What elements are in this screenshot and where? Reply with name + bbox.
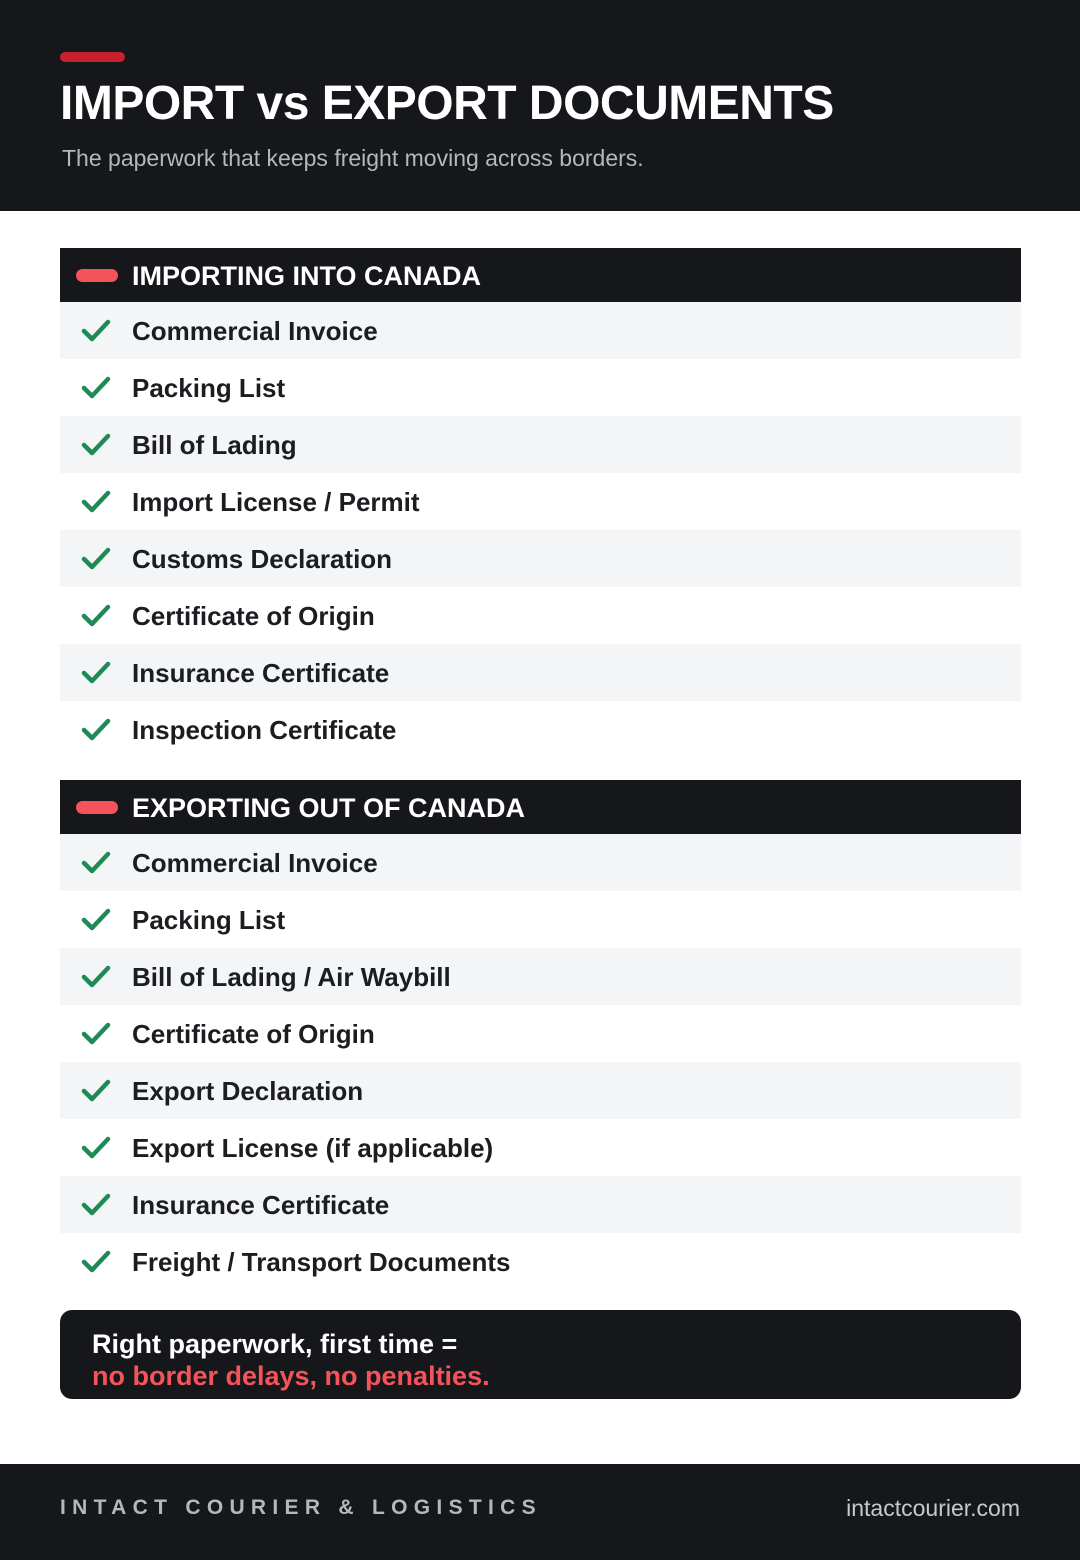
footer (0, 1464, 1080, 1560)
checkmark-icon (81, 1249, 111, 1275)
callout-line-2: no border delays, no penalties. (92, 1361, 490, 1391)
checkmark-icon (81, 318, 111, 344)
section-pill-icon (76, 269, 118, 282)
list-item-label: Bill of Lading / Air Waybill (132, 962, 451, 992)
section-exporting (60, 780, 1021, 1290)
list-item (60, 1005, 1021, 1062)
list-item-label: Packing List (132, 373, 286, 403)
checkmark-icon (81, 432, 111, 458)
list-item (60, 834, 1021, 891)
section-pill-icon (76, 801, 118, 814)
page-title: IMPORT vs EXPORT DOCUMENTS (60, 77, 834, 130)
list-item (60, 701, 1021, 758)
list-item-label: Customs Declaration (132, 544, 393, 574)
checkmark-icon (81, 375, 111, 401)
checkmark-icon (81, 717, 111, 743)
callout-box (60, 1310, 1021, 1399)
checkmark-icon (81, 489, 111, 515)
list-item (60, 302, 1021, 359)
list-item-label: Packing List (132, 905, 286, 935)
checkmark-icon (81, 964, 111, 990)
list-item-label: Certificate of Origin (132, 1019, 375, 1049)
list-item (60, 587, 1021, 644)
list-item-label: Inspection Certificate (132, 715, 397, 745)
checkmark-icon (81, 660, 111, 686)
section-header (60, 248, 1021, 302)
checkmark-icon (81, 603, 111, 629)
header (0, 0, 1080, 211)
checkmark-icon (81, 1021, 111, 1047)
list-item-label: Export License (if applicable) (132, 1133, 494, 1163)
list-item (60, 473, 1021, 530)
list-item-label: Commercial Invoice (132, 848, 378, 878)
list-item (60, 359, 1021, 416)
list-item-label: Import License / Permit (132, 487, 420, 517)
list-item (60, 1062, 1021, 1119)
list-item (60, 1233, 1021, 1290)
page-subtitle: The paperwork that keeps freight moving across borders. (62, 145, 644, 171)
checkmark-icon (81, 907, 111, 933)
list-item (60, 1119, 1021, 1176)
section-title: IMPORTING INTO CANADA (132, 261, 481, 291)
list-item (60, 1176, 1021, 1233)
list-item-label: Export Declaration (132, 1076, 364, 1106)
list-item (60, 891, 1021, 948)
list-item-label: Commercial Invoice (132, 316, 378, 346)
list-item (60, 530, 1021, 587)
section-title: EXPORTING OUT OF CANADA (132, 793, 526, 823)
header-accent-bar (60, 52, 125, 62)
callout-line-1: Right paperwork, first time = (92, 1329, 458, 1359)
checkmark-icon (81, 1078, 111, 1104)
list-item-label: Certificate of Origin (132, 601, 375, 631)
checkmark-icon (81, 546, 111, 572)
list-item (60, 644, 1021, 701)
footer-brand: INTACT COURIER & LOGISTICS (60, 1496, 542, 1519)
list-item-label: Freight / Transport Documents (132, 1247, 511, 1277)
list-item-label: Insurance Certificate (132, 658, 390, 688)
checkmark-icon (81, 1135, 111, 1161)
list-item (60, 416, 1021, 473)
list-item-label: Insurance Certificate (132, 1190, 390, 1220)
footer-url[interactable]: intactcourier.com (846, 1495, 1020, 1521)
section-importing (60, 248, 1021, 758)
checkmark-icon (81, 1192, 111, 1218)
section-header (60, 780, 1021, 834)
list-item (60, 948, 1021, 1005)
checkmark-icon (81, 850, 111, 876)
list-item-label: Bill of Lading (132, 430, 297, 460)
